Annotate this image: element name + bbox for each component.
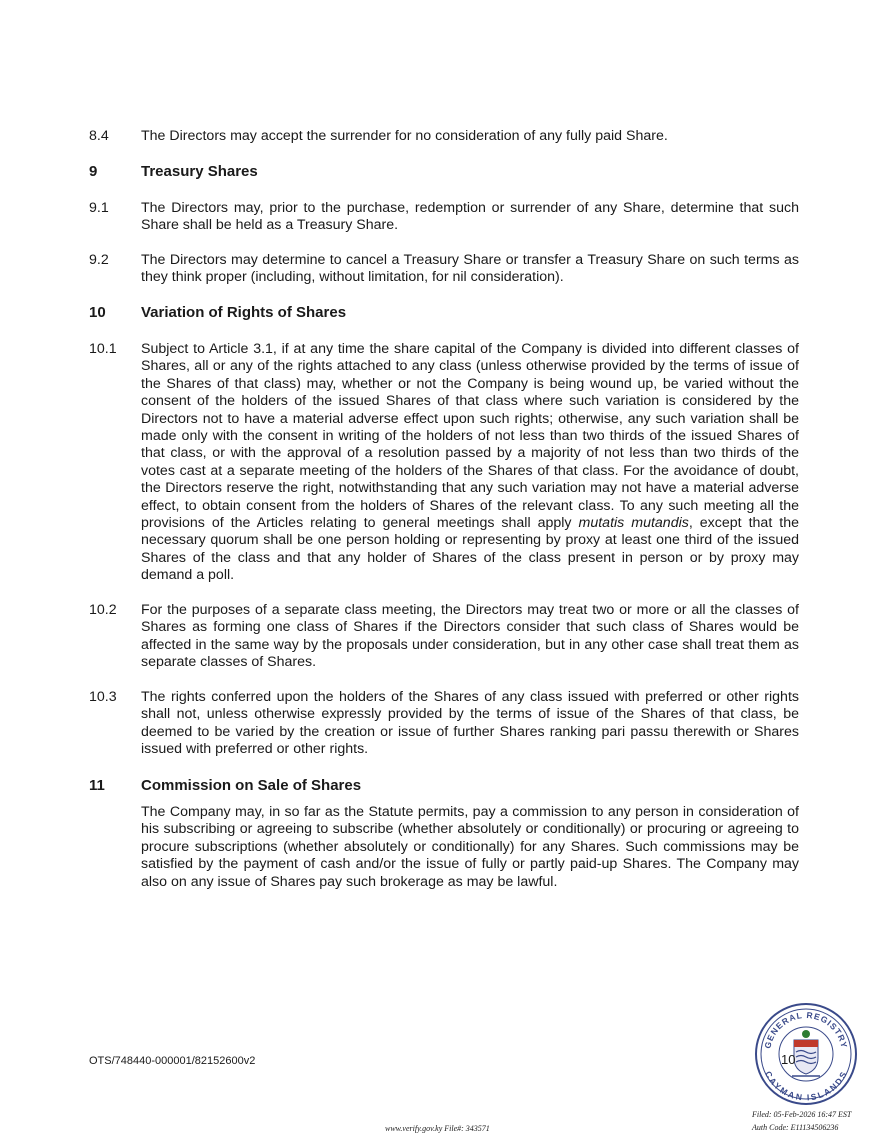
clause-text: The Directors may, prior to the purchase, redemption or surrender of any Share, determine that such Share shall be held as a Treasury Share.	[141, 200, 799, 234]
clause-text-part-a: Subject to Article 3.1, if at any time the share capital of the Company is divided into different classes of Shares, all or any of the rights attached to any class (unless otherwise provided by the terms of issue of the Shares of that class) may, whether or not the Company is being wound up, be varied without the consent of the holders of the issued Shares of that class where such variation is considered by the Directors not to have a material adverse effect upon such rights; otherwise, any such variation shall be made only with the consent in writing of the holders of not less than two thirds of the issued Shares of that class, or with the approval of a resolution passed by a majority of not less than two thirds of the votes cast at a separate meeting of the holders of the Shares of that class. For the avoidance of doubt, the Directors reserve the right, notwithstanding that any such variation may not have a material adverse effect, to obtain consent from the holders of Shares of the relevant class. To any such meeting all the provisions of the Articles relating to general meetings shall apply	[141, 341, 799, 532]
clause-number: 9.2	[89, 252, 109, 268]
heading-text: Variation of Rights of Shares	[141, 304, 347, 321]
clause-10-2	[89, 602, 799, 672]
page-number: 10	[781, 1052, 796, 1067]
verify-url: www.verify.gov.ky File#: 343571	[385, 1124, 490, 1133]
heading-text: Commission on Sale of Shares	[141, 777, 362, 794]
heading-text: Treasury Shares	[141, 163, 258, 180]
filed-date: Filed: 05-Feb-2026 16:47 EST	[752, 1110, 852, 1119]
heading-11	[89, 777, 799, 794]
clause-10-1	[89, 341, 799, 585]
general-registry-seal	[754, 1002, 858, 1106]
clause-text-italic: mutatis mutandis	[578, 515, 689, 532]
clause-9-2	[89, 252, 799, 287]
clause-text	[141, 341, 799, 585]
clause-text-part-b: , except that the necessary quorum shall be one person holding or representing by proxy at least one third of the issued Shares of the class and that any holder of Shares of the class present in person or by proxy may demand a poll.	[141, 515, 799, 584]
clause-text: The rights conferred upon the holders of the Shares of any class issued with preferred or other rights shall not, unless otherwise expressly provided by the terms of issue of the Shares of that class, be deemed to be varied by the creation or issue of further Shares ranking pari passu therewith or Shares issued with preferred or other rights.	[141, 689, 799, 758]
filing-info	[752, 1108, 851, 1134]
auth-code: Auth Code: E11134506236	[752, 1123, 839, 1132]
seal-top-text: GENERAL REGISTRY	[762, 1009, 850, 1050]
clause-text: The Directors may accept the surrender for no consideration of any fully paid Share.	[141, 128, 668, 144]
clause-text: For the purposes of a separate class meeting, the Directors may treat two or more or all the classes of Shares as forming one class of Shares if the Directors consider that such class of Shares would be affected in the same way by the proposals under consideration, but in any other case shall treat them as separate classes of Shares.	[141, 602, 799, 671]
clause-text: The Directors may determine to cancel a Treasury Share or transfer a Treasury Share on such terms as they think proper (including, without limitation, for nil consideration).	[141, 252, 799, 286]
clause-number: 10.1	[89, 341, 117, 357]
clause-11	[89, 804, 799, 891]
heading-number: 10	[89, 304, 106, 321]
document-reference: OTS/748440-000001/82152600v2	[89, 1055, 256, 1067]
clause-number: 8.4	[89, 128, 109, 144]
clause-number: 10.2	[89, 602, 117, 618]
heading-number: 11	[89, 777, 105, 794]
heading-number: 9	[89, 163, 98, 180]
heading-9	[89, 163, 799, 180]
clause-9-1	[89, 200, 799, 235]
clause-text: The Company may, in so far as the Statute permits, pay a commission to any person in consideration of his subscribing or agreeing to subscribe (whether absolutely or conditionally) or procuring or agreeing to procure subscriptions (whether absolutely or conditionally) for any Shares. Such commissions may be satisfied by the payment of cash and/or the issue of fully or partly paid-up Shares. The Company may also on any issue of Shares pay such brokerage as may be lawful.	[141, 804, 799, 890]
clause-8-4	[89, 128, 799, 145]
clause-number: 10.3	[89, 689, 117, 705]
heading-10	[89, 304, 799, 321]
clause-10-3	[89, 689, 799, 759]
clause-number: 9.1	[89, 200, 109, 216]
seal-bottom-text: CAYMAN ISLANDS	[763, 1069, 849, 1103]
